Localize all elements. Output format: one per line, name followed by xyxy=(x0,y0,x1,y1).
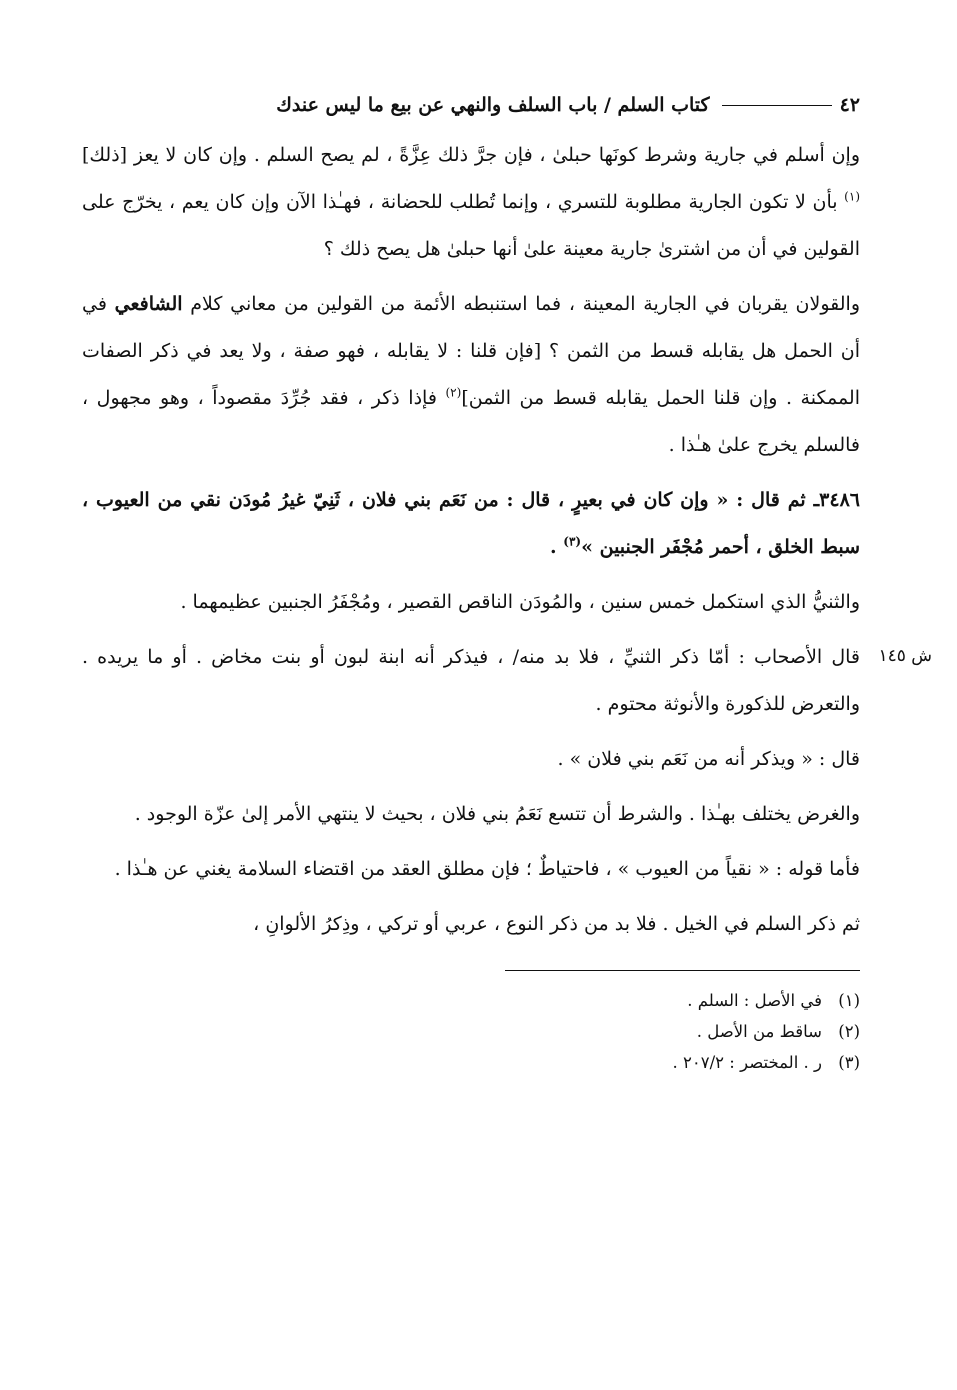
footnote-text: في الأصل : السلم . xyxy=(687,991,822,1010)
footnote-text: ساقط من الأصل . xyxy=(696,1022,822,1041)
header-rule xyxy=(722,105,832,106)
page-number: ٤٢ xyxy=(839,94,860,116)
running-header xyxy=(82,82,860,128)
footnote-3 xyxy=(82,1047,860,1078)
paragraph-7: والغرض يختلف بهـٰذا . والشرط أن تتسع نَعَمُ بني فلان ، بحيث لا ينتهي الأمر إلىٰ عزّة الوجود . xyxy=(134,803,860,825)
footnote-1 xyxy=(82,985,860,1016)
footnote-number: (٣) xyxy=(838,1053,860,1072)
footnote-number: (٢) xyxy=(838,1022,860,1041)
paragraph-2: والقولان يقربان في الجارية المعينة ، فما استنبطه الأئمة من القولين من معاني كلام الشافعي في أن الحمل هل يقابله قسط من الثمن ؟ [فإن قلنا : لا يقابله ، فهو صفة ، ولا يعد في ذكر الصفات الممكنة . وإن قلنا الحمل يقابله قسط من الثمن]$^{(٢)}$ فإذا ذكر ، فقد جُرِّدَ مقصوداً ، وهو مجهول ، فالسلم يخرج علىٰ هـٰذا . xyxy=(82,293,861,456)
footnote-number: (١) xyxy=(838,991,860,1010)
paragraph-5-wrap xyxy=(82,634,932,728)
margin-folio-note: ش ١٤٥ xyxy=(878,646,932,666)
book-page xyxy=(82,82,932,1078)
paragraph-6: قال : « ويذكر أنه من نَعَم بني فلان » . xyxy=(557,748,860,770)
footnote-ref-1: (١) xyxy=(844,189,860,204)
paragraph-4: والثنيُّ الذي استكمل خمس سنين ، والمُودَن الناقص القصير ، ومُجْفَرُ الجنبين عظيمهما . xyxy=(180,591,860,613)
paragraph-9: ثم ذكر السلم في الخيل . فلا بد من ذكر النوع ، عربي أو تركي ، وذِكرُ الألوانِ ، xyxy=(253,913,860,935)
footnote-2 xyxy=(82,1016,860,1047)
shafii-name: الشافعي xyxy=(114,293,183,315)
footnote-text: ر . المختصر : ٢٠٧/٢ . xyxy=(672,1053,822,1072)
paragraph-1: وإن أسلم في جارية وشرط كونَها حبلىٰ ، فإن جرَّ ذلك عِزَّةً ، لم يصح السلم . وإن كان لا يعز [ذلك]$^{(١)}$ بأن لا تكون الجارية مطلوبة للتسري ، وإنما تُطلب للحضانة ، فهـٰذا الآن وإن كان يعم ، يخرّج على القولين في أن من اشترىٰ جارية معينة علىٰ أنها حبلىٰ هل يصح ذلك ؟ xyxy=(82,144,860,260)
footnotes xyxy=(82,985,860,1078)
paragraph-8: فأما قوله : « نقياً من العيوب » ، فاحتياطٌ ؛ فإن مطلق العقد من اقتضاء السلامة يغني عن هـٰذا . xyxy=(114,858,860,880)
paragraph-3486: ٣٤٨٦ـ ثم قال : « وإن كان في بعيرٍ ، قال : من نَعَم بني فلان ، ثَنِيّ غيرُ مُودَن نقي من العيوب ، سبط الخلق ، أحمر مُجْفَر الجنبين »$^{(٣)}$ . xyxy=(82,489,860,558)
footnote-ref-3: (٣) xyxy=(563,534,582,549)
running-title: كتاب السلم / باب السلف والنهي عن بيع ما ليس عندك xyxy=(276,94,710,116)
paragraph-5: قال الأصحاب : أمّا ذكر الثنيِّ ، فلا بد منه/ ، فيذكر أنه ابنة لبون أو بنت مخاض . أو ما يريده . والتعرض للذكورة والأنوثة محتوم . xyxy=(82,646,860,715)
footnote-rule xyxy=(505,970,860,971)
footnote-ref-2: (٢) xyxy=(445,385,462,400)
